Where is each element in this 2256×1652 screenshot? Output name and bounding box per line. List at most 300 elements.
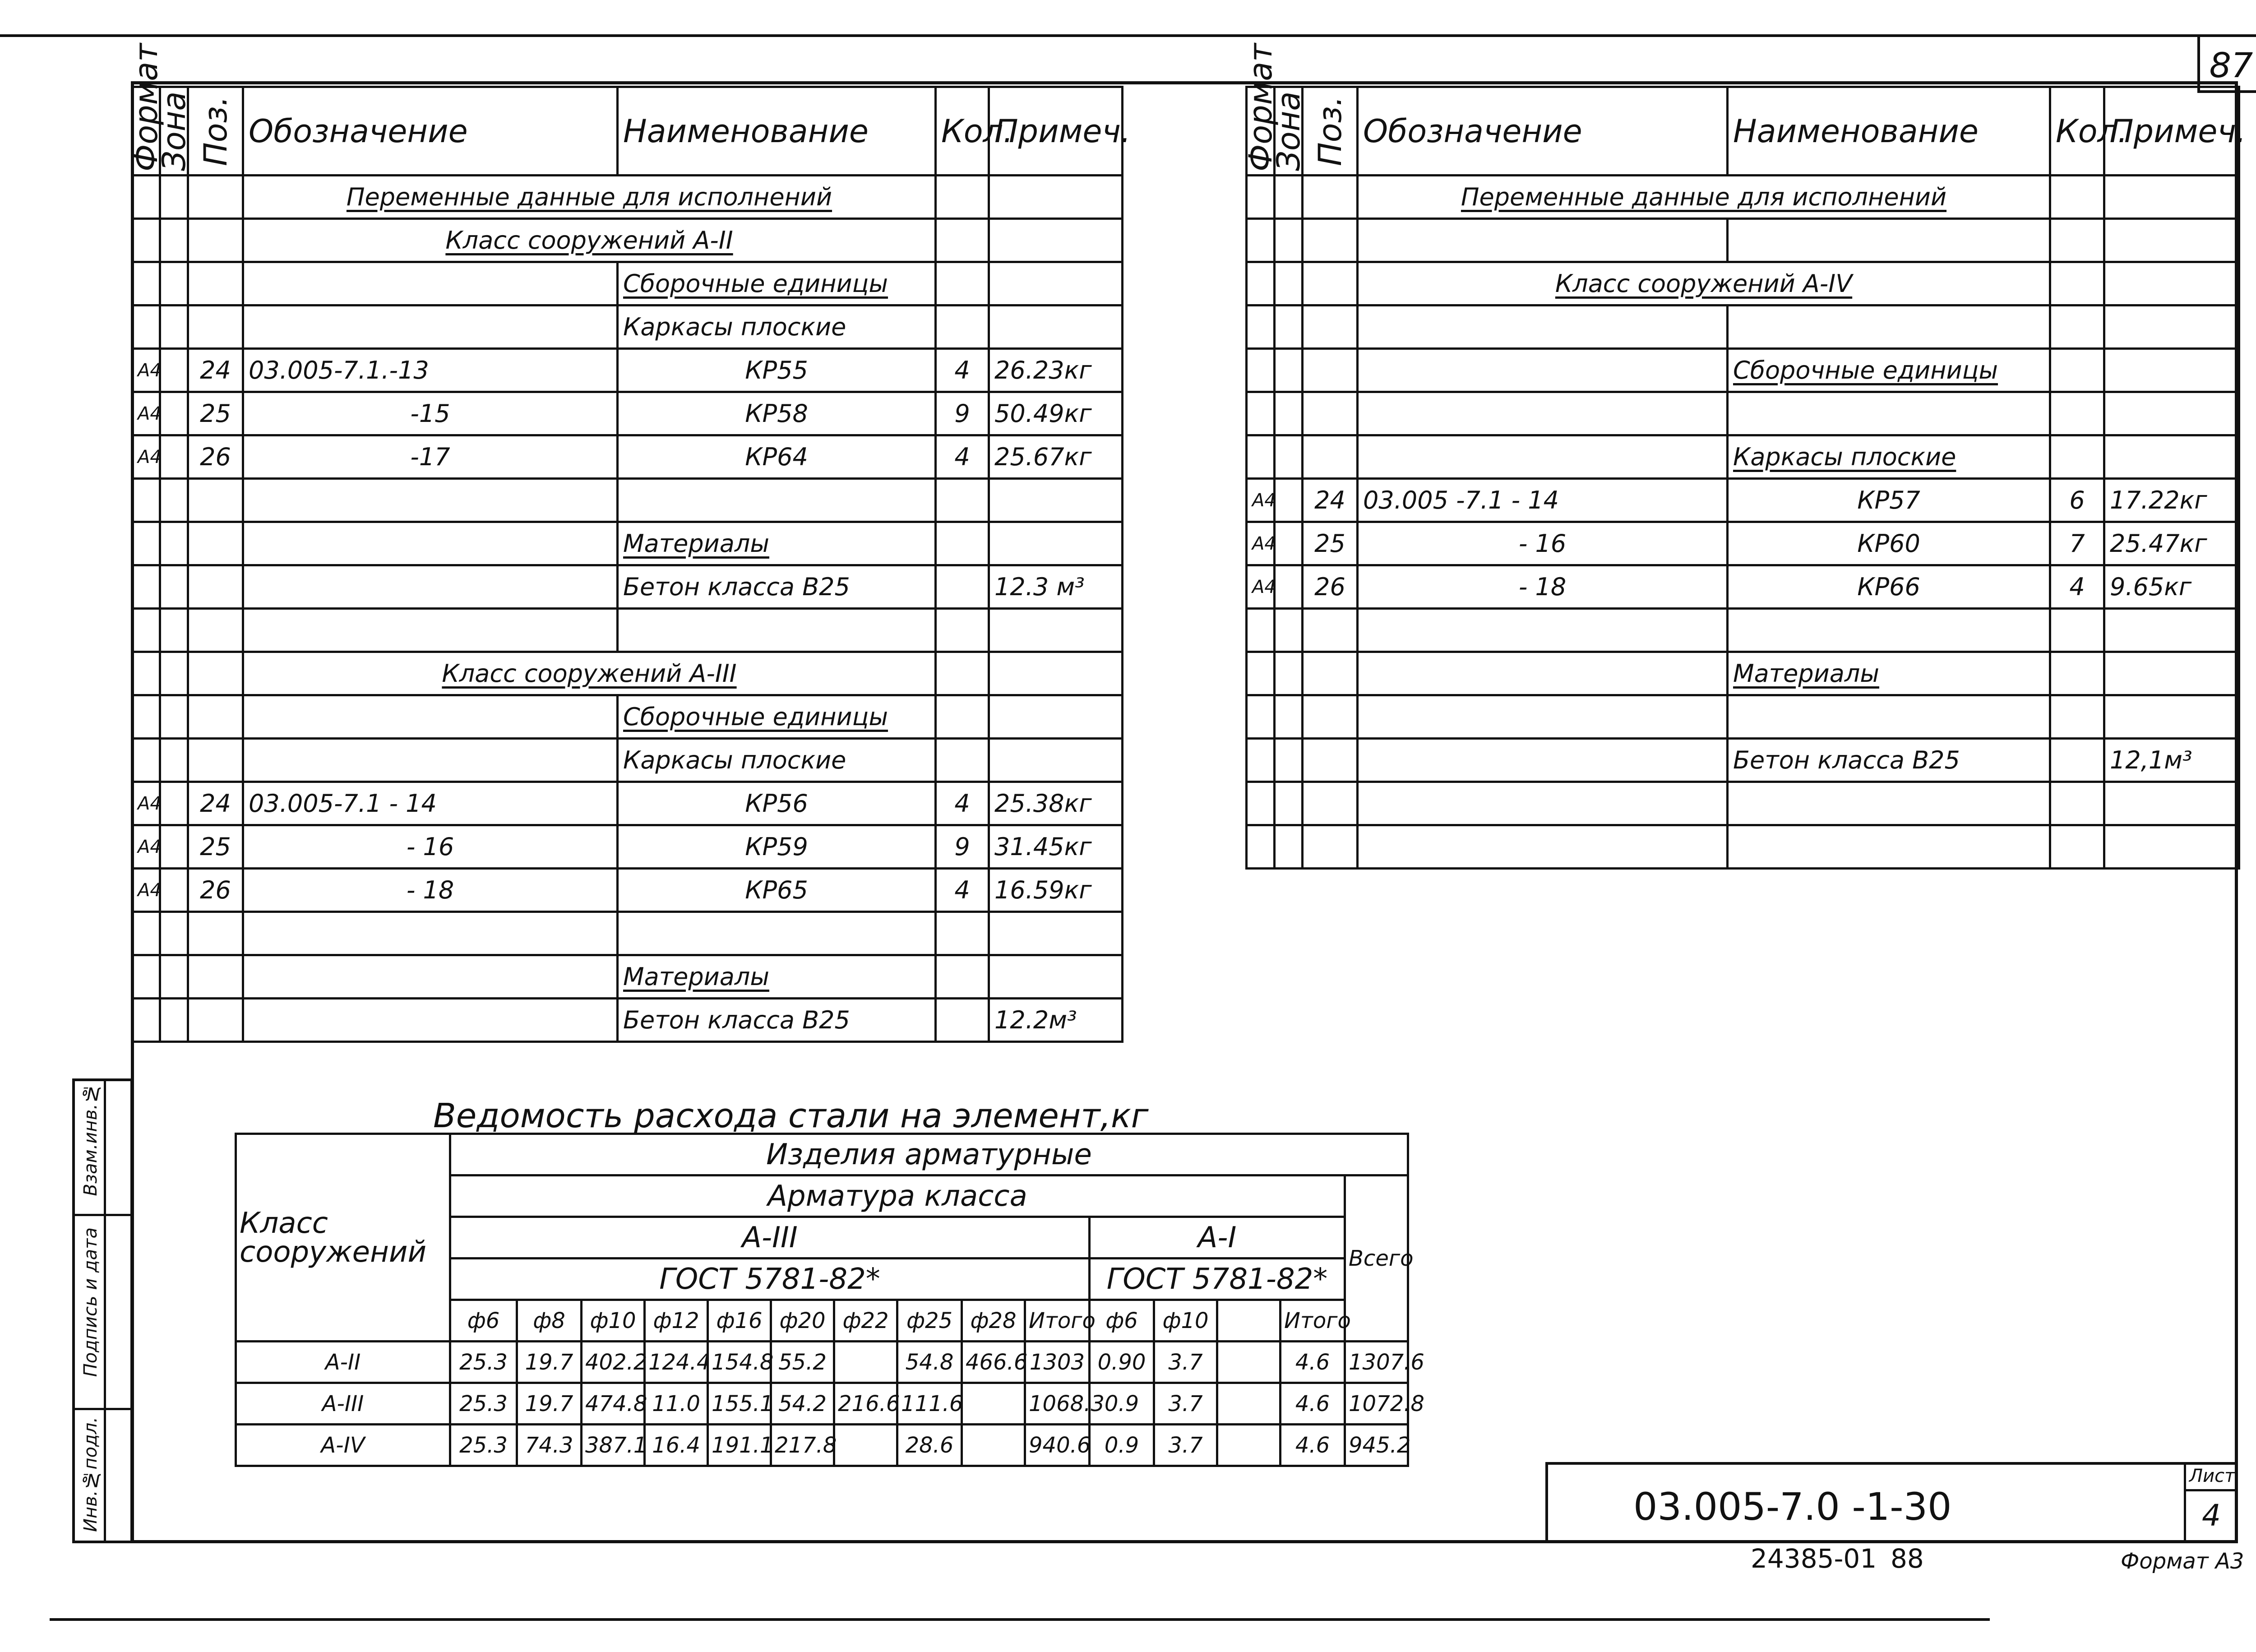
format-cell — [1247, 739, 1275, 782]
note-cell — [989, 219, 1123, 262]
name-cell — [1728, 609, 2050, 652]
name-text: Бетон класса В25 — [623, 572, 850, 601]
diameter-header: ф25 — [897, 1300, 962, 1342]
qty-cell — [936, 652, 989, 695]
class-header: Класс сооружений — [240, 1206, 427, 1269]
name-cell — [1728, 219, 2050, 262]
spec-row — [132, 435, 1123, 479]
designation-cell: - 18 — [243, 869, 618, 912]
name-cell — [618, 999, 936, 1042]
format-cell — [132, 565, 160, 609]
pos-cell: 24 — [1303, 479, 1358, 522]
header-pos: Поз. — [188, 87, 243, 176]
spec-row — [1247, 522, 2239, 565]
gost-a3: ГОСТ 5781-82* — [450, 1259, 1090, 1300]
name-cell — [618, 305, 936, 349]
spec-row — [1247, 392, 2239, 435]
pos-cell — [1303, 176, 1358, 219]
zone-cell — [160, 782, 188, 825]
spec-row — [132, 176, 1123, 219]
format-cell: А4 — [132, 392, 160, 435]
pos-cell — [188, 176, 243, 219]
pos-cell: 25 — [188, 392, 243, 435]
name-cell — [1728, 522, 2050, 565]
designation-cell: -15 — [243, 392, 618, 435]
pos-cell — [188, 219, 243, 262]
value-cell: 74.3 — [517, 1425, 582, 1466]
side-label-vzam-inv: Взам.инв.№ — [80, 1083, 101, 1196]
qty-cell — [936, 999, 989, 1042]
note-cell: 26.23кг — [989, 349, 1123, 392]
pos-cell: 25 — [188, 825, 243, 869]
value-cell: 3.7 — [1154, 1342, 1217, 1383]
pos-cell: 26 — [188, 869, 243, 912]
designation-cell — [243, 262, 618, 305]
designation-cell — [243, 522, 618, 565]
qty-cell — [936, 479, 989, 522]
pos-cell — [188, 999, 243, 1042]
value-cell — [834, 1342, 897, 1383]
sheet-number: 87 — [2209, 45, 2253, 85]
group-a3-header: А-III — [450, 1217, 1090, 1259]
value-cell: 4.6 — [1281, 1383, 1345, 1425]
pos-cell — [188, 739, 243, 782]
zone-cell — [160, 349, 188, 392]
qty-cell — [2050, 262, 2104, 305]
value-cell: 54.8 — [897, 1342, 962, 1383]
name-text: КР56 — [745, 789, 808, 818]
spec-row — [132, 652, 1123, 695]
qty-cell — [936, 262, 989, 305]
section-heading-cell — [243, 176, 936, 219]
format-cell — [1247, 695, 1275, 739]
value-cell: 3.7 — [1154, 1425, 1217, 1466]
qty-cell: 4 — [936, 435, 989, 479]
zone-cell — [1275, 522, 1303, 565]
qty-cell — [936, 739, 989, 782]
name-cell — [618, 435, 936, 479]
qty-cell: 4 — [2050, 565, 2104, 609]
spec-row — [1247, 695, 2239, 739]
name-text: КР55 — [745, 356, 808, 384]
note-cell — [2104, 262, 2239, 305]
spec-row — [132, 219, 1123, 262]
note-cell — [2104, 652, 2239, 695]
value-cell: 3.7 — [1154, 1383, 1217, 1425]
format-cell — [132, 219, 160, 262]
note-cell — [989, 176, 1123, 219]
header-designation: Обозначение — [1358, 87, 1728, 176]
pos-cell — [1303, 305, 1358, 349]
spec-row — [132, 999, 1123, 1042]
format-cell — [132, 176, 160, 219]
note-cell — [989, 652, 1123, 695]
pos-cell — [1303, 695, 1358, 739]
pos-cell — [1303, 349, 1358, 392]
name-text: КР59 — [745, 832, 808, 861]
format-cell — [132, 609, 160, 652]
name-cell — [618, 739, 936, 782]
spec-row — [1247, 652, 2239, 695]
diameter-header: Итого — [1281, 1300, 1345, 1342]
name-text: Материалы — [1733, 659, 1879, 688]
qty-cell — [2050, 392, 2104, 435]
name-text: КР65 — [745, 875, 808, 904]
note-cell — [2104, 392, 2239, 435]
zone-cell — [160, 435, 188, 479]
diameter-header: ф28 — [962, 1300, 1025, 1342]
zone-cell — [160, 522, 188, 565]
note-cell: 12.2м³ — [989, 999, 1123, 1042]
diameter-header: ф6 — [1090, 1300, 1154, 1342]
zone-cell — [1275, 435, 1303, 479]
value-cell: 19.7 — [517, 1383, 582, 1425]
name-text: Каркасы плоские — [623, 312, 846, 341]
name-cell — [618, 825, 936, 869]
qty-cell: 6 — [2050, 479, 2104, 522]
designation-cell: - 16 — [1358, 522, 1728, 565]
value-cell: 4.6 — [1281, 1342, 1345, 1383]
value-cell: 0.90 — [1090, 1342, 1154, 1383]
qty-cell: 4 — [936, 782, 989, 825]
zone-cell — [160, 739, 188, 782]
value-cell — [1217, 1342, 1281, 1383]
note-cell — [989, 479, 1123, 522]
value-cell: 402.2 — [582, 1342, 645, 1383]
name-text: КР64 — [745, 442, 808, 471]
designation-cell — [243, 912, 618, 955]
diameter-header: ф12 — [645, 1300, 708, 1342]
format-cell — [132, 652, 160, 695]
value-cell — [1217, 1425, 1281, 1466]
spec-row — [132, 912, 1123, 955]
format-cell: А4 — [1247, 479, 1275, 522]
spec-row — [1247, 782, 2239, 825]
sheet-value: 4 — [2202, 1498, 2221, 1533]
format-cell — [132, 262, 160, 305]
diameter-header: Итого — [1025, 1300, 1090, 1342]
steel-table-title: Ведомость расхода стали на элемент,кг — [433, 1097, 1149, 1135]
name-text: КР60 — [1857, 529, 1920, 558]
value-cell: 191.1 — [708, 1425, 771, 1466]
format-cell — [132, 912, 160, 955]
section-heading: Класс сооружений А-IV — [1555, 269, 1853, 298]
note-cell — [2104, 825, 2239, 869]
designation-cell — [1358, 739, 1728, 782]
section-heading-cell — [243, 219, 936, 262]
steel-row — [236, 1134, 1408, 1175]
steel-table — [235, 1133, 1424, 1467]
title-block-divider — [2184, 1462, 2186, 1543]
designation-cell — [1358, 349, 1728, 392]
name-cell — [618, 609, 936, 652]
format-cell — [1247, 392, 1275, 435]
format-cell — [1247, 262, 1275, 305]
spec-row — [1247, 479, 2239, 522]
steel-row — [236, 1425, 1408, 1466]
zone-cell — [1275, 782, 1303, 825]
note-cell — [989, 609, 1123, 652]
name-cell — [618, 349, 936, 392]
name-text: Сборочные единицы — [623, 702, 888, 731]
note-cell: 50.49кг — [989, 392, 1123, 435]
document-code: 03.005-7.0 -1-30 — [1633, 1485, 1952, 1529]
qty-cell: 4 — [936, 869, 989, 912]
name-text: Сборочные единицы — [623, 269, 888, 298]
qty-cell — [2050, 349, 2104, 392]
pos-cell — [1303, 609, 1358, 652]
zone-cell — [1275, 739, 1303, 782]
name-cell — [1728, 305, 2050, 349]
spec-row — [1247, 219, 2239, 262]
name-text: Каркасы плоские — [623, 745, 846, 774]
name-cell — [1728, 479, 2050, 522]
class-cell: А-IV — [236, 1425, 450, 1466]
pos-cell — [1303, 392, 1358, 435]
pos-cell — [1303, 435, 1358, 479]
pos-cell — [188, 522, 243, 565]
left-spec-table — [127, 43, 1131, 1043]
pos-cell: 26 — [1303, 565, 1358, 609]
pos-cell — [188, 479, 243, 522]
qty-cell — [936, 176, 989, 219]
top-border-line — [0, 34, 2247, 37]
zone-cell — [160, 869, 188, 912]
qty-cell — [936, 565, 989, 609]
value-cell: 0.9 — [1090, 1383, 1154, 1425]
value-cell — [834, 1425, 897, 1466]
format-cell: А4 — [132, 349, 160, 392]
value-cell — [962, 1425, 1025, 1466]
note-cell: 12.3 м³ — [989, 565, 1123, 609]
section-heading: Переменные данные для исполнений — [346, 182, 832, 211]
steel-row — [236, 1342, 1408, 1383]
format-cell — [1247, 435, 1275, 479]
note-cell — [989, 262, 1123, 305]
zone-cell — [160, 652, 188, 695]
qty-cell — [936, 955, 989, 999]
format-cell — [1247, 825, 1275, 869]
value-cell: 1068.3 — [1025, 1383, 1090, 1425]
value-cell: 25.3 — [450, 1342, 517, 1383]
format-cell — [1247, 349, 1275, 392]
pos-cell — [188, 912, 243, 955]
zone-cell — [1275, 392, 1303, 435]
name-cell — [618, 955, 936, 999]
name-cell — [1728, 392, 2050, 435]
pos-cell — [1303, 782, 1358, 825]
value-cell: 25.3 — [450, 1383, 517, 1425]
note-cell: 25.38кг — [989, 782, 1123, 825]
value-cell: 940.6 — [1025, 1425, 1090, 1466]
value-cell: 16.4 — [645, 1425, 708, 1466]
spec-row — [132, 479, 1123, 522]
note-cell — [2104, 219, 2239, 262]
steel-row — [236, 1383, 1408, 1425]
spec-header-row — [1247, 87, 2239, 176]
name-cell — [1728, 652, 2050, 695]
footer-format: Формат А3 — [2121, 1549, 2244, 1574]
format-cell — [132, 955, 160, 999]
spec-row — [132, 522, 1123, 565]
header-note: Примеч. — [2104, 87, 2239, 176]
format-cell: А4 — [132, 869, 160, 912]
qty-cell — [2050, 695, 2104, 739]
value-cell: 111.6 — [897, 1383, 962, 1425]
format-cell — [132, 522, 160, 565]
spec-row — [132, 565, 1123, 609]
note-cell — [2104, 435, 2239, 479]
pos-cell — [1303, 219, 1358, 262]
format-cell: А4 — [132, 782, 160, 825]
section-heading: Класс сооружений А-III — [442, 659, 737, 688]
designation-cell — [1358, 695, 1728, 739]
qty-cell: 4 — [936, 349, 989, 392]
designation-cell: 03.005-7.1.-13 — [243, 349, 618, 392]
note-cell: 31.45кг — [989, 825, 1123, 869]
value-cell: 11.0 — [645, 1383, 708, 1425]
name-text: Сборочные единицы — [1733, 356, 1998, 384]
designation-cell — [1358, 305, 1728, 349]
designation-cell — [243, 609, 618, 652]
pos-cell: 24 — [188, 349, 243, 392]
designation-cell — [1358, 652, 1728, 695]
name-cell — [618, 695, 936, 739]
section-heading-cell — [243, 652, 936, 695]
spec-row — [132, 825, 1123, 869]
diameter-header: ф8 — [517, 1300, 582, 1342]
format-cell: А4 — [1247, 522, 1275, 565]
designation-cell — [243, 695, 618, 739]
format-cell: А4 — [132, 825, 160, 869]
zone-cell — [160, 262, 188, 305]
title-block-sheet-divider — [2184, 1489, 2238, 1491]
products-header: Изделия арматурные — [450, 1134, 1408, 1175]
value-cell: 154.8 — [708, 1342, 771, 1383]
designation-cell — [243, 739, 618, 782]
note-cell — [989, 522, 1123, 565]
format-cell — [132, 479, 160, 522]
spec-row — [132, 782, 1123, 825]
name-cell — [1728, 565, 2050, 609]
class-cell: А-II — [236, 1342, 450, 1383]
spec-row — [1247, 262, 2239, 305]
format-cell — [1247, 609, 1275, 652]
value-cell — [962, 1383, 1025, 1425]
total-cell: 1307.6 — [1345, 1342, 1408, 1383]
qty-cell — [936, 522, 989, 565]
note-cell: 17.22кг — [2104, 479, 2239, 522]
pos-cell — [188, 955, 243, 999]
name-cell — [618, 782, 936, 825]
footer-page: 88 — [1891, 1543, 1924, 1574]
spec-row — [132, 392, 1123, 435]
name-text: Материалы — [623, 962, 769, 991]
name-text: Материалы — [623, 529, 769, 558]
qty-cell — [2050, 825, 2104, 869]
note-cell — [989, 912, 1123, 955]
designation-cell — [243, 999, 618, 1042]
spec-row — [1247, 176, 2239, 219]
qty-cell — [2050, 782, 2104, 825]
zone-cell — [1275, 825, 1303, 869]
side-label-signature-date: Подпись и дата — [80, 1227, 101, 1377]
qty-cell — [2050, 435, 2104, 479]
zone-cell — [160, 955, 188, 999]
diameter-header: ф20 — [771, 1300, 834, 1342]
designation-cell — [243, 565, 618, 609]
value-cell: 54.2 — [771, 1383, 834, 1425]
section-heading: Переменные данные для исполнений — [1461, 182, 1947, 211]
name-text: Бетон класса В25 — [623, 1005, 850, 1034]
gost-a1: ГОСТ 5781-82* — [1090, 1259, 1345, 1300]
name-cell — [1728, 825, 2050, 869]
name-cell — [1728, 695, 2050, 739]
note-cell: 12,1м³ — [2104, 739, 2239, 782]
format-cell — [1247, 652, 1275, 695]
name-cell — [618, 869, 936, 912]
designation-cell — [1358, 825, 1728, 869]
note-cell — [2104, 349, 2239, 392]
designation-cell: 03.005-7.1 - 14 — [243, 782, 618, 825]
zone-cell — [160, 695, 188, 739]
total-cell: 945.2 — [1345, 1425, 1408, 1466]
total-header: Всего — [1345, 1175, 1408, 1342]
note-cell — [2104, 609, 2239, 652]
qty-cell: 9 — [936, 825, 989, 869]
qty-cell — [2050, 739, 2104, 782]
designation-cell — [243, 955, 618, 999]
side-label-inv-podl: Инв.№подл. — [80, 1417, 101, 1532]
designation-cell — [1358, 609, 1728, 652]
header-format: Формат — [132, 87, 160, 176]
name-cell — [1728, 435, 2050, 479]
designation-cell: - 18 — [1358, 565, 1728, 609]
value-cell: 387.1 — [582, 1425, 645, 1466]
class-cell: А-III — [236, 1383, 450, 1425]
total-cell: 1072.8 — [1345, 1383, 1408, 1425]
header-name: Наименование — [1728, 87, 2050, 176]
zone-cell — [160, 479, 188, 522]
diameter-header: ф10 — [582, 1300, 645, 1342]
designation-cell: - 16 — [243, 825, 618, 869]
diameter-header: ф10 — [1154, 1300, 1217, 1342]
qty-cell — [2050, 652, 2104, 695]
group-a1-header: А-I — [1090, 1217, 1345, 1259]
qty-cell — [2050, 176, 2104, 219]
pos-cell — [188, 652, 243, 695]
value-cell: 155.1 — [708, 1383, 771, 1425]
qty-cell — [936, 305, 989, 349]
qty-cell — [936, 609, 989, 652]
name-text: КР66 — [1857, 572, 1920, 601]
zone-cell — [160, 565, 188, 609]
format-cell: А4 — [132, 435, 160, 479]
qty-cell — [2050, 219, 2104, 262]
designation-cell — [1358, 435, 1728, 479]
format-cell — [1247, 305, 1275, 349]
format-cell — [1247, 176, 1275, 219]
note-cell — [989, 955, 1123, 999]
zone-cell — [1275, 609, 1303, 652]
diameter-header: ф6 — [450, 1300, 517, 1342]
name-cell — [1728, 782, 2050, 825]
class-header-cell — [236, 1134, 450, 1342]
value-cell: 216.6 — [834, 1383, 897, 1425]
note-cell — [2104, 782, 2239, 825]
name-text: КР58 — [745, 399, 808, 428]
pos-cell: 26 — [188, 435, 243, 479]
